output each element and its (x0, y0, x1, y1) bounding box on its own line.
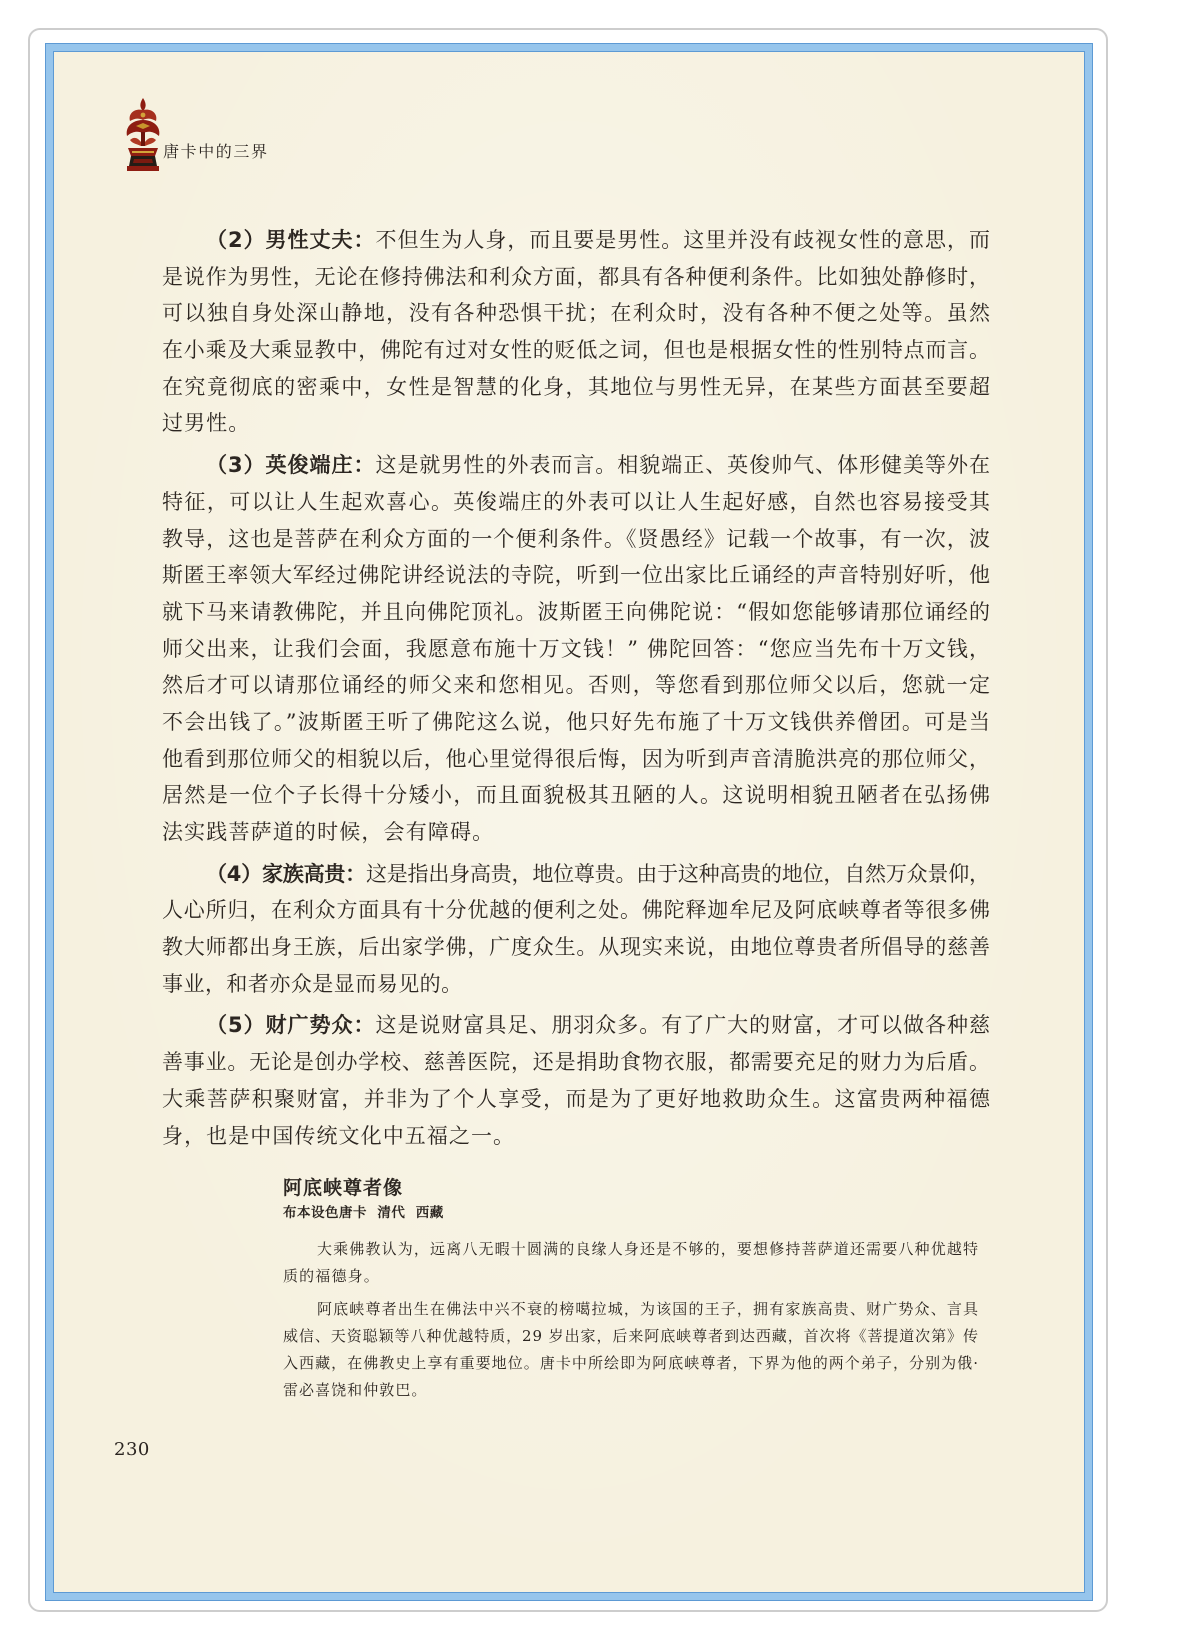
text-line-content: 善事业。无论是创办学校、慈善医院，还是捐助食物衣服，都需要充足的财力为后盾。 (162, 1050, 991, 1075)
body-text (162, 222, 990, 1159)
text-line (162, 222, 990, 259)
first-line-text (206, 862, 990, 886)
body-paragraph (162, 222, 990, 442)
text-line (162, 295, 990, 332)
first-line-text (206, 453, 991, 477)
caption-line (283, 1296, 978, 1323)
text-line (162, 856, 990, 893)
text-line (162, 631, 990, 668)
caption-body (283, 1236, 978, 1404)
text-line-content: 人心所归，在利众方面具有十分优越的便利之处。佛陀释迦牟尼及阿底峡尊者等很多佛 (162, 898, 991, 923)
paragraph-label: （3）英俊端庄： (206, 453, 376, 478)
page-number: 230 (114, 1439, 150, 1460)
body-paragraph (162, 1007, 990, 1154)
caption-line-content: 入西藏，在佛教史上享有重要地位。唐卡中所绘即为阿底峡尊者，下界为他的两个弟子，分别为俄· (283, 1354, 980, 1372)
text-line-content: 这是指出身高贵，地位尊贵。由于这种高贵的地位，自然万众景仰， (365, 861, 990, 886)
caption-paragraph (283, 1236, 978, 1290)
caption-subtitle: 布本设色唐卡 清代 西藏 (283, 1205, 444, 1221)
text-line-content: 居然是一位个子长得十分矮小，而且面貌极其丑陋的人。这说明相貌丑陋者在弘扬佛 (162, 783, 992, 808)
text-line-content: 这是说财富具足、朋羽众多。有了广大的财富，才可以做各种慈 (375, 1013, 991, 1038)
text-line (162, 667, 990, 704)
text-line (162, 521, 990, 558)
text-line (162, 814, 990, 851)
text-line (162, 484, 990, 521)
running-header-title: 唐卡中的三界 (163, 142, 269, 161)
first-line-text (206, 1013, 991, 1037)
text-line-content: 师父出来，让我们会面，我愿意布施十万文钱！” 佛陀回答：“您应当先布十万文钱， (162, 636, 992, 661)
text-line (162, 892, 990, 929)
text-line (162, 1007, 990, 1044)
text-line-content: 斯匿王率领大军经过佛陀讲经说法的寺院，听到一位出家比丘诵经的声音特别好听，他 (162, 563, 991, 588)
body-paragraph (162, 447, 990, 851)
caption-line (283, 1350, 978, 1377)
text-line-content: 过男性。 (162, 411, 251, 436)
text-line-content: 不会出钱了。”波斯匿王听了佛陀这么说，他只好先布施了十万文钱供养僧团。可是当 (162, 709, 992, 734)
text-line (162, 369, 990, 406)
text-line (162, 777, 990, 814)
caption-paragraph (283, 1296, 978, 1404)
caption-line (283, 1323, 978, 1350)
text-line (162, 405, 990, 442)
text-line-content: 是说作为男性，无论在修持佛法和利众方面，都具有各种便利条件。比如独处静修时， (162, 264, 991, 289)
caption-line (283, 1236, 978, 1263)
first-line-text (206, 228, 991, 252)
caption-line (283, 1263, 978, 1290)
text-line (162, 929, 990, 966)
body-paragraph (162, 856, 990, 1003)
text-line (162, 259, 990, 296)
text-line (162, 704, 990, 741)
caption-line-content: 大乘佛教认为，远离八无暇十圆满的良缘人身还是不够的，要想修持菩萨道还需要八种优越特 (317, 1240, 980, 1258)
text-line (162, 1081, 990, 1118)
text-line-content: 在究竟彻底的密乘中，女性是智慧的化身，其地位与男性无异，在某些方面甚至要超 (162, 374, 992, 399)
text-line-content: 在小乘及大乘显教中，佛陀有过对女性的贬低之词，但也是根据女性的性别特点而言。 (162, 338, 991, 363)
caption-line-content: 质的福德身。 (283, 1267, 380, 1285)
text-line-content: 这是就男性的外表而言。相貌端正、英俊帅气、体形健美等外在 (375, 453, 991, 478)
text-line (162, 594, 990, 631)
figure-caption (283, 1176, 978, 1410)
tangka-ornament-icon (122, 96, 164, 174)
paragraph-label: （4）家族高贵： (206, 861, 366, 886)
text-line-content: 可以独自身处深山静地，没有各种恐惧干扰；在利众时，没有各种不便之处等。虽然 (162, 301, 992, 326)
text-line-content: 事业，和者亦众是显而易见的。 (162, 971, 463, 996)
caption-line-content: 威信、天资聪颖等八种优越特质，29 岁出家，后来阿底峡尊者到达西藏，首次将《菩提道次第》传 (283, 1327, 979, 1345)
text-line-content: 大乘菩萨积聚财富，并非为了个人享受，而是为了更好地救助众生。这富贵两种福德 (162, 1086, 992, 1111)
text-line (162, 557, 990, 594)
text-line-content: 就下马来请教佛陀，并且向佛陀顶礼。波斯匿王向佛陀说：“假如您能够请那位诵经的 (162, 599, 992, 624)
caption-line-content: 阿底峡尊者出生在佛法中兴不衰的榜噶拉城，为该国的王子，拥有家族高贵、财广势众、言具 (317, 1300, 980, 1318)
text-line-content: 不但生为人身，而且要是男性。这里并没有歧视女性的意思，而 (375, 228, 991, 252)
text-line (162, 966, 990, 1003)
text-line-content: 然后才可以请那位诵经的师父来和您相见。否则，等您看到那位师父以后，您就一定 (162, 673, 992, 698)
text-line-content: 教导，这也是菩萨在利众方面的一个便利条件。《贤愚经》记载一个故事，有一次，波 (162, 526, 992, 551)
text-line (162, 447, 990, 484)
caption-line-content: 雷必喜饶和仲敦巴。 (283, 1381, 428, 1399)
paragraph-label: （5）财广势众： (206, 1013, 376, 1038)
text-line (162, 332, 990, 369)
caption-title: 阿底峡尊者像 (283, 1177, 404, 1199)
text-line (162, 741, 990, 778)
caption-line (283, 1377, 978, 1404)
text-line-content: 教大师都出身王族，后出家学佛，广度众生。从现实来说，由地位尊贵者所倡导的慈善 (162, 935, 991, 960)
text-line-content: 他看到那位师父的相貌以后，他心里觉得很后悔，因为听到声音清脆洪亮的那位师父， (162, 746, 991, 771)
text-line-content: 特征，可以让人生起欢喜心。英俊端庄的外表可以让人生起好感，自然也容易接受其 (162, 489, 992, 514)
text-line-content: 身，也是中国传统文化中五福之一。 (162, 1123, 516, 1148)
text-line (162, 1044, 990, 1081)
text-line (162, 1118, 990, 1155)
paragraph-label: （2）男性丈夫： (206, 228, 376, 252)
text-line-content: 法实践菩萨道的时候，会有障碍。 (162, 820, 495, 844)
